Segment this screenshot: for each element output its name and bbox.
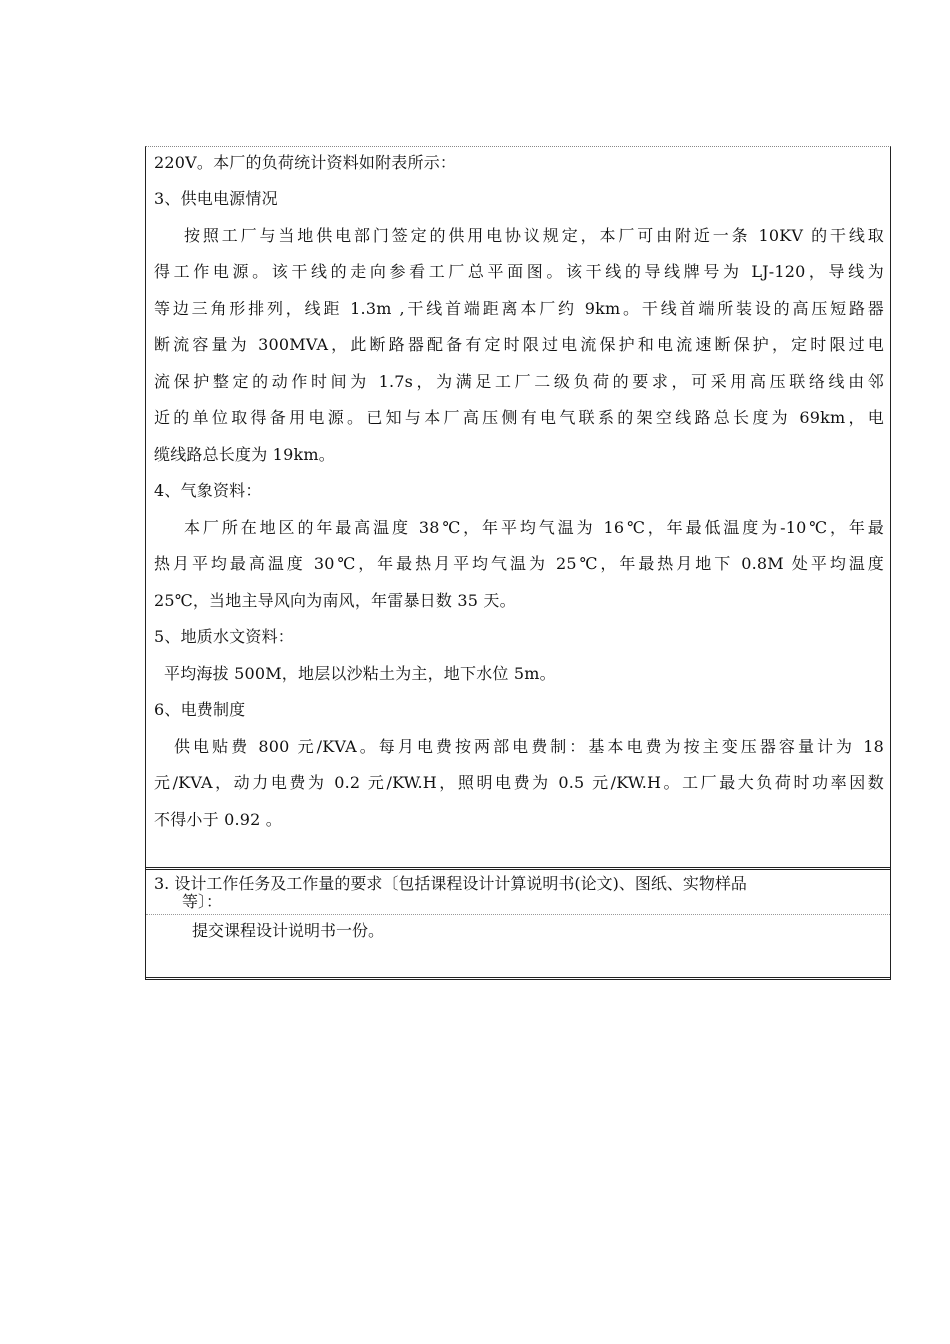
heading-weather: 4、气象资料：: [154, 481, 262, 500]
dotted-divider: [146, 914, 890, 915]
text-line: 25℃，当地主导风向为南风，年雷暴日数 35 天。: [154, 591, 516, 610]
heading-tariff: 6、电费制度: [154, 700, 246, 719]
text-line: 供电贴费 800 元/KVA。每月电费按两部电费制：基本电费为按主变压器容量计为 18: [174, 737, 884, 756]
text-line: 按照工厂与当地供电部门签定的供用电协议规定，本厂可由附近一条 10KV 的干线取: [184, 226, 884, 245]
document-table: [145, 146, 891, 980]
requirements-body: 提交课程设计说明书一份。: [192, 921, 385, 940]
text-line: 断流容量为 300MVA，此断路器配备有定时限过电流保护和电流速断保护，定时限过电: [154, 335, 884, 354]
text-line: 平均海拔 500M，地层以沙粘土为主，地下水位 5m。: [164, 664, 556, 683]
text-line: 本厂所在地区的年最高温度 38℃，年平均气温为 16℃，年最低温度为-10℃，年最: [184, 518, 884, 537]
text-line: 等边三角形排列，线距 1.3m ,干线首端距离本厂约 9km。干线首端所装设的高压短路器: [154, 299, 884, 318]
requirements-title-continued: 等〕：: [182, 892, 223, 911]
text-line: 热月平均最高温度 30℃，年最热月平均气温为 25℃，年最热月地下 0.8M 处平均温度: [154, 554, 884, 573]
text-line: 不得小于 0.92 。: [154, 810, 282, 829]
heading-geology: 5、地质水文资料：: [154, 627, 294, 646]
text-line: 元/KVA，动力电费为 0.2 元/KW.H，照明电费为 0.5 元/KW.H。工厂最大负荷时功率因数: [154, 773, 884, 792]
heading-power-supply: 3、供电电源情况: [154, 189, 278, 208]
text-line: 得工作电源。该干线的走向参看工厂总平面图。该干线的导线牌号为 LJ-120，导线为: [154, 262, 884, 281]
text-line: 220V。本厂的负荷统计资料如附表所示：: [154, 153, 457, 172]
text-line: 缆线路总长度为 19km。: [154, 445, 335, 464]
row-divider: [146, 867, 890, 870]
table-bottom-border: [146, 977, 890, 980]
text-line: 近的单位取得备用电源。已知与本厂高压侧有电气联系的架空线路总长度为 69km，电: [154, 408, 884, 427]
requirements-title: 3. 设计工作任务及工作量的要求〔包括课程设计计算说明书(论文)、图纸、实物样品: [154, 874, 747, 893]
text-line: 流保护整定的动作时间为 1.7s，为满足工厂二级负荷的要求，可采用高压联络线由邻: [154, 372, 884, 391]
design-info-cell: [146, 147, 890, 869]
